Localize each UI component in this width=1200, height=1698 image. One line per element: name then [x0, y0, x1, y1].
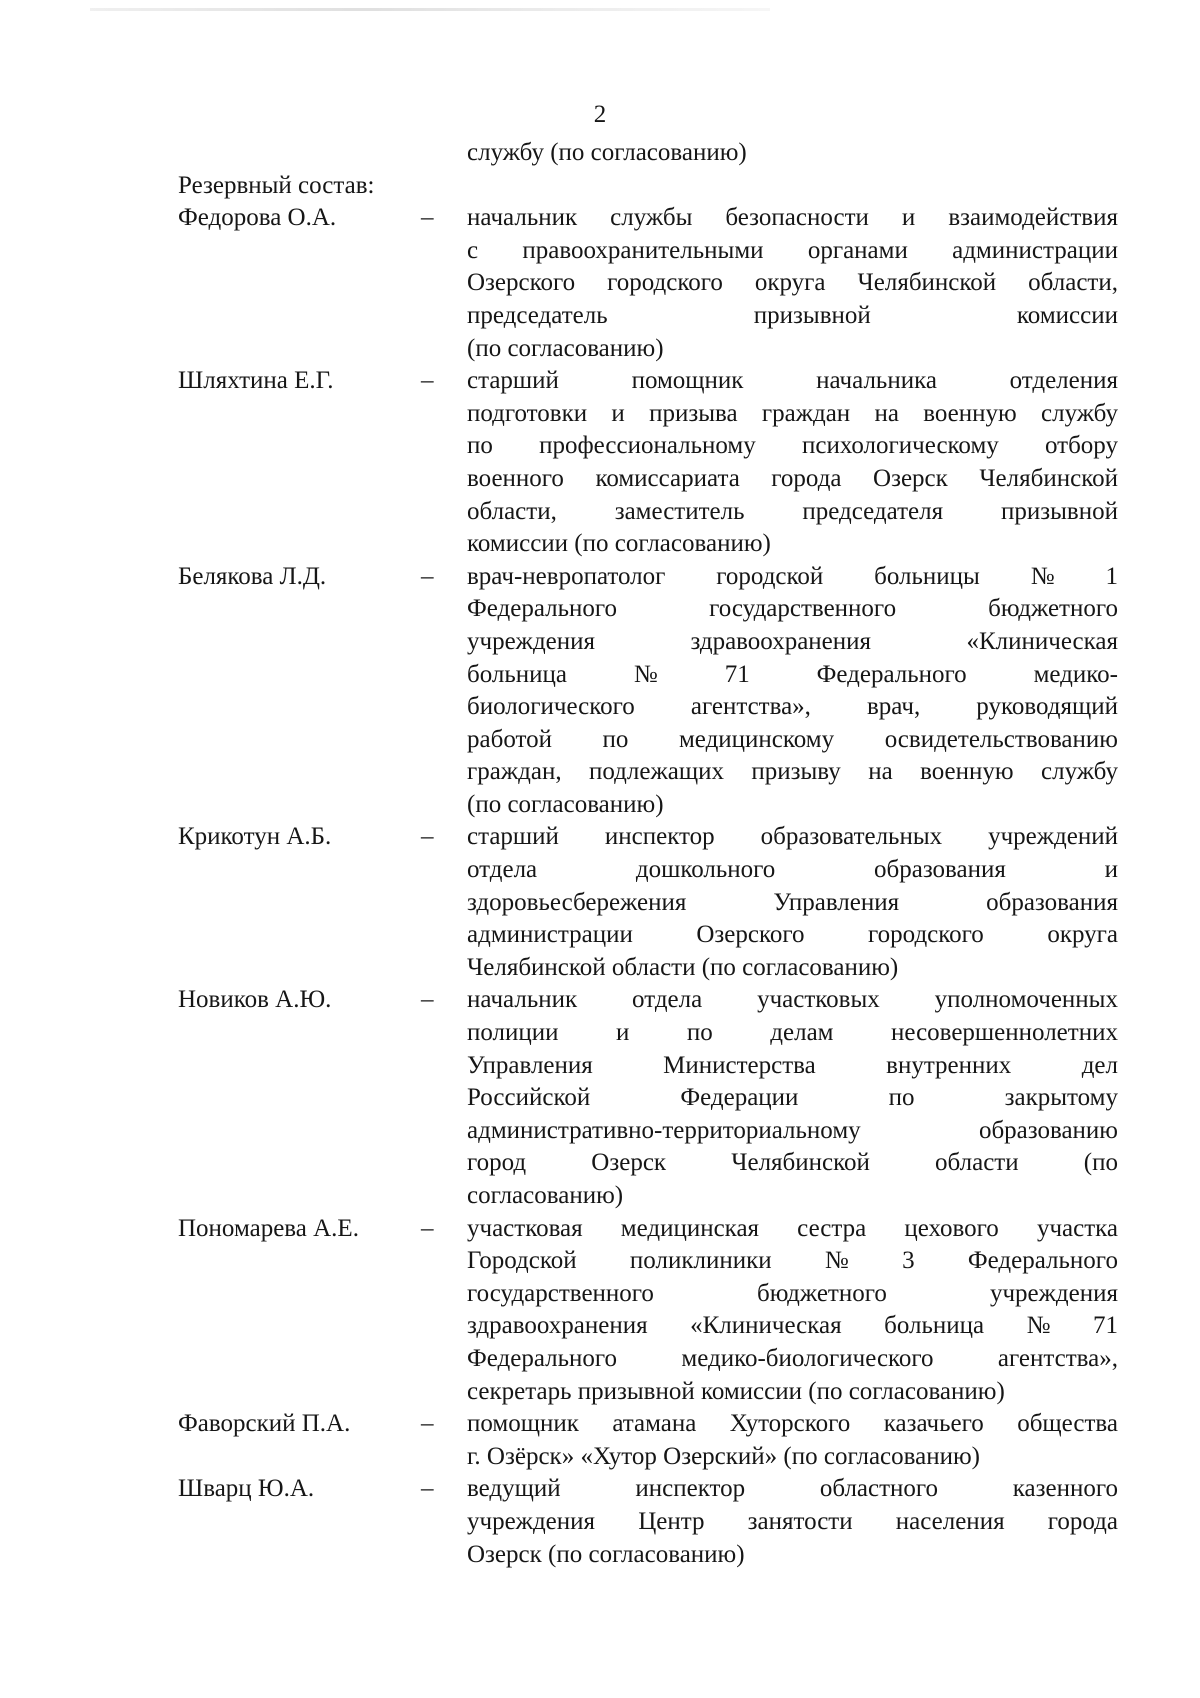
member-description	[467, 821, 1118, 984]
member-name: Федорова О.А.	[178, 204, 337, 232]
description-line: город Озерск Челябинской области (по	[467, 1149, 1118, 1177]
description-line: подготовки и призыва граждан на военную службу	[467, 399, 1118, 427]
description-line: административно-территориальному образованию	[467, 1116, 1118, 1144]
description-line: (по согласованию)	[467, 790, 664, 818]
description-line: граждан, подлежащих призыву на военную службу	[467, 758, 1118, 786]
description-line: больница № 71 Федерального медико-	[467, 660, 1118, 688]
description-line: учреждения здравоохранения «Клиническая	[467, 627, 1118, 655]
description-line: отдела дошкольного образования и	[467, 856, 1118, 884]
member-row	[178, 1473, 1118, 1571]
member-name: Новиков А.Ю.	[178, 986, 332, 1014]
description-line: Федерального медико-биологического агентства»,	[467, 1344, 1118, 1372]
member-dash: –	[421, 204, 434, 232]
member-row	[178, 561, 1118, 822]
continuation-row	[178, 137, 1118, 170]
member-name: Шварц Ю.А.	[178, 1475, 315, 1503]
reserve-heading-row	[178, 170, 1118, 203]
member-dash: –	[421, 367, 434, 395]
reserve-heading: Резервный состав:	[178, 171, 375, 199]
member-description	[467, 1408, 1118, 1473]
member-row	[178, 1408, 1118, 1473]
member-description	[467, 1473, 1118, 1571]
member-row	[178, 821, 1118, 984]
member-dash: –	[421, 1475, 434, 1503]
description-line: работой по медицинскому освидетельствованию	[467, 725, 1118, 753]
description-line: старший помощник начальника отделения	[467, 367, 1118, 395]
description-line: Федерального государственного бюджетного	[467, 595, 1118, 623]
member-row	[178, 365, 1118, 561]
member-dash: –	[421, 823, 434, 851]
member-row	[178, 1213, 1118, 1409]
description-line: Городской поликлиники № 3 Федерального	[467, 1247, 1118, 1275]
member-dash: –	[421, 1214, 434, 1242]
member-dash: –	[421, 1410, 434, 1438]
description-line: (по согласованию)	[467, 334, 664, 362]
description-line: области, заместитель председателя призывной	[467, 497, 1118, 525]
member-description	[467, 561, 1118, 822]
description-line: помощник атамана Хуторского казачьего общества	[467, 1410, 1118, 1438]
member-row	[178, 202, 1118, 365]
member-name: Белякова Л.Д.	[178, 562, 327, 590]
description-line: участковая медицинская сестра цехового участка	[467, 1214, 1118, 1242]
commission-list	[178, 137, 1118, 1571]
description-line: с правоохранительными органами администрации	[467, 236, 1118, 264]
member-name: Фаворский П.А.	[178, 1410, 351, 1438]
description-line: начальник отдела участковых уполномоченных	[467, 986, 1118, 1014]
member-description	[467, 1213, 1118, 1409]
member-description	[467, 984, 1118, 1212]
description-line: секретарь призывной комиссии (по согласованию)	[467, 1377, 1005, 1405]
description-line: учреждения Центр занятости населения города	[467, 1507, 1118, 1535]
member-name: Крикотун А.Б.	[178, 823, 332, 851]
description-line: Российской Федерации по закрытому	[467, 1084, 1118, 1112]
description-line: старший инспектор образовательных учреждений	[467, 823, 1118, 851]
page-number: 2	[593, 101, 607, 128]
member-name: Шляхтина Е.Г.	[178, 367, 334, 395]
description-line: военного комиссариата города Озерск Челябинской	[467, 464, 1118, 492]
description-line: полиции и по делам несовершеннолетних	[467, 1019, 1118, 1047]
member-description	[467, 202, 1118, 365]
description-line: администрации Озерского городского округа	[467, 921, 1118, 949]
description-line: согласованию)	[467, 1182, 624, 1209]
scan-artifact	[90, 8, 770, 11]
description-line: председатель призывной комиссии	[467, 301, 1118, 329]
description-line: по профессиональному психологическому отбору	[467, 432, 1118, 460]
description-line: Челябинской области (по согласованию)	[467, 953, 899, 981]
description-line: г. Озёрск» «Хутор Озерский» (по согласованию)	[467, 1442, 980, 1470]
member-name: Пономарева А.Е.	[178, 1214, 359, 1242]
description-line: биологического агентства», врач, руководящий	[467, 693, 1118, 721]
member-dash: –	[421, 562, 434, 590]
description-line: ведущий инспектор областного казенного	[467, 1475, 1118, 1503]
member-row	[178, 984, 1118, 1212]
description-line: Озерск (по согласованию)	[467, 1540, 745, 1568]
description-line: здоровьесбережения Управления образования	[467, 888, 1118, 916]
description-line: начальник службы безопасности и взаимодействия	[467, 204, 1118, 232]
description-line: Озерского городского округа Челябинской области,	[467, 269, 1118, 297]
description-line: врач-невропатолог городской больницы № 1	[467, 562, 1118, 590]
description-line: государственного бюджетного учреждения	[467, 1279, 1118, 1307]
continuation-text: службу (по согласованию)	[467, 139, 747, 166]
description-line: Управления Министерства внутренних дел	[467, 1051, 1118, 1079]
description-line: комиссии (по согласованию)	[467, 530, 771, 558]
description-line: здравоохранения «Клиническая больница № 71	[467, 1312, 1118, 1340]
member-dash: –	[421, 986, 434, 1014]
members-list	[178, 202, 1118, 1571]
member-description	[467, 365, 1118, 561]
